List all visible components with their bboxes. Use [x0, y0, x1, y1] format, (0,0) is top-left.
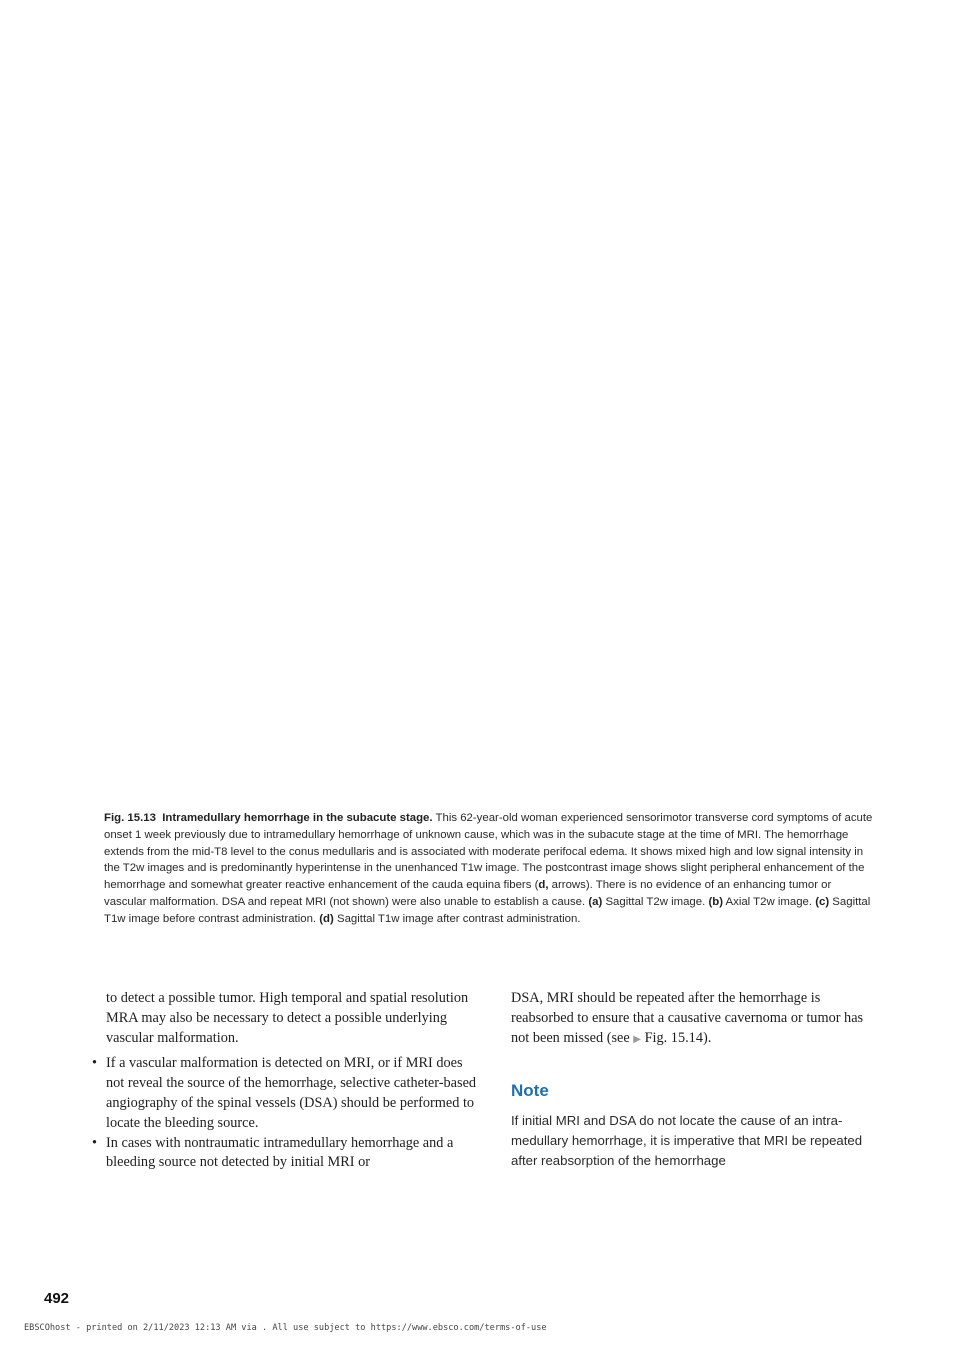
right-column — [511, 989, 876, 1171]
panel-b-label: (b) — [708, 895, 723, 908]
caption-d-ref: d, — [538, 879, 549, 892]
panel-c-text: Sagittal T1w image before contrast administration. — [104, 895, 871, 925]
note-heading: Note — [511, 1081, 549, 1101]
figure-link[interactable]: Fig. 15.14 — [641, 1029, 703, 1046]
list-item-text: In cases with nontraumatic intramedullary hemorrhage and a bleeding source not detected by initial MRI or — [106, 1134, 454, 1171]
right-paragraph-text: DSA, MRI should be repeated after the hemorrhage is reabsorbed to ensure that a causative cavernoma or tumor has not been missed (see — [511, 990, 864, 1046]
panel-a-text: Sagittal T2w image. — [602, 895, 709, 908]
page-number: 492 — [44, 1290, 70, 1307]
panel-d-label: (d) — [319, 912, 334, 925]
continuation-paragraph: to detect a possible tumor. High temporal and spatial resolution MRA may also be necessary to detect a possible underlying vascular malformation. — [106, 990, 469, 1046]
list-item-text: If a vascular malformation is detected on MRI, or if MRI does not reveal the source of the hemorrhage, selective catheter-based angiography of the spinal vessels (DSA) should be performed to locate the bleeding source. — [106, 1055, 477, 1131]
bullet-list — [92, 1054, 482, 1173]
caption-text: This 62-year-old woman experienced sensorimotor transverse cord symptoms of acute onset 1 week previously due to intramedullary hemorrhage of unknown cause, which was in the subacute stage at the time of MRI. The hemorrhage extends from the mid-T8 level to the conus medullaris and is associated with moderate perifocal edema. It shows mixed high and low signal intensity in the T2w images and is predominantly hyperintense in the unenhanced T1w image. The postcontrast image shows slight peripheral enhancement of the hemorrhage and somewhat greater reactive enhancement of the cauda equina fibers ( — [104, 812, 873, 892]
left-column — [92, 989, 482, 1173]
caption-text-2: arrows). There is no evidence of an enhancing tumor or vascular malformation. DSA and repeat MRI (not shown) were also unable to establish a cause. — [104, 879, 832, 908]
panel-c-label: (c) — [815, 895, 830, 908]
figure-label: Fig. 15.13 — [104, 812, 156, 824]
arrow-right-icon: ▶ — [633, 1033, 641, 1045]
right-paragraph — [511, 989, 876, 1049]
panel-d-text: Sagittal T1w image after contrast administration. — [333, 912, 581, 925]
footer-text: EBSCOhost - printed on 2/11/2023 12:13 AM via . All use subject to https://www.ebsco.com/terms-of-use — [24, 1323, 547, 1333]
bullet-icon: • — [92, 1134, 98, 1151]
panel-b-text: Axial T2w image. — [722, 895, 816, 908]
panel-a-label: (a) — [588, 895, 603, 908]
right-paragraph-end: ). — [702, 1029, 712, 1046]
list-item — [92, 1054, 482, 1133]
figure-caption — [104, 810, 874, 928]
note-body: If initial MRI and DSA do not locate the cause of an intramedullary hemorrhage, it is imperative that MRI be repeated after reabsorption of the hemorrhage — [511, 1113, 863, 1169]
list-item — [92, 1134, 482, 1174]
bullet-icon: • — [92, 1055, 98, 1072]
figure-title: Intramedullary hemorrhage in the subacute stage. — [162, 812, 433, 824]
